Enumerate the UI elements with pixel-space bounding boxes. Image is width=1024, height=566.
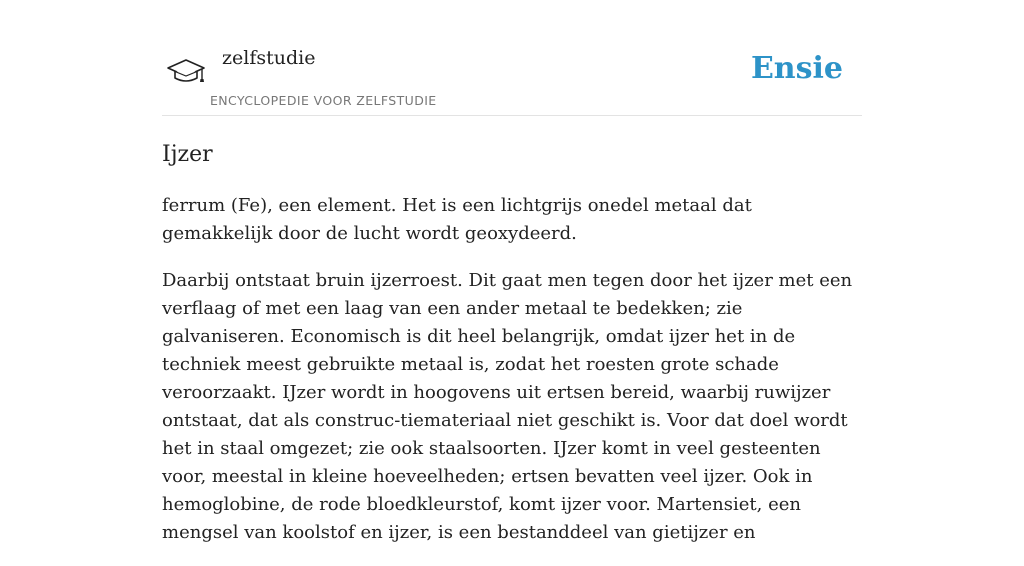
graduation-cap-icon[interactable] [166,52,206,92]
site-name[interactable]: zelfstudie [222,47,316,69]
article-body [162,192,862,566]
article-paragraph: ferrum (Fe), een element. Het is een lichtgrijs onedel metaal dat gemakkelijk door de lucht wordt geoxydeerd. [162,195,752,244]
page-title: Ijzer [162,142,213,167]
article-paragraph: Daarbij ontstaat bruin ijzerroest. Dit gaat men tegen door het ijzer met een verflaag of met een laag van een ander metaal te bedekken; zie galvaniseren. Economisch is dit heel belangrijk, omdat ijzer het in de techniek meest gebruikte metaal is, zodat het roesten grote schade veroorzaakt. IJzer wordt in hoogovens uit ertsen bereid, waarbij ruwijzer ontstaat, dat als construc-tiemateriaal niet geschikt is. Voor dat doel wordt het in staal omgezet; zie ook staalsoorten. IJzer komt in veel gesteenten voor, meestal in kleine hoeveelheden; ertsen bevatten veel ijzer. Ook in hemoglobine, de rode bloedkleurstof, komt ijzer voor. Martensiet, een mengsel van koolstof en ijzer, is een bestanddeel van gietijzer en [162,270,853,543]
site-subtitle: ENCYCLOPEDIE VOOR ZELFSTUDIE [210,93,437,108]
brand-logo[interactable]: Ensie [750,51,843,86]
site-header [162,0,862,116]
content-column [162,0,862,543]
